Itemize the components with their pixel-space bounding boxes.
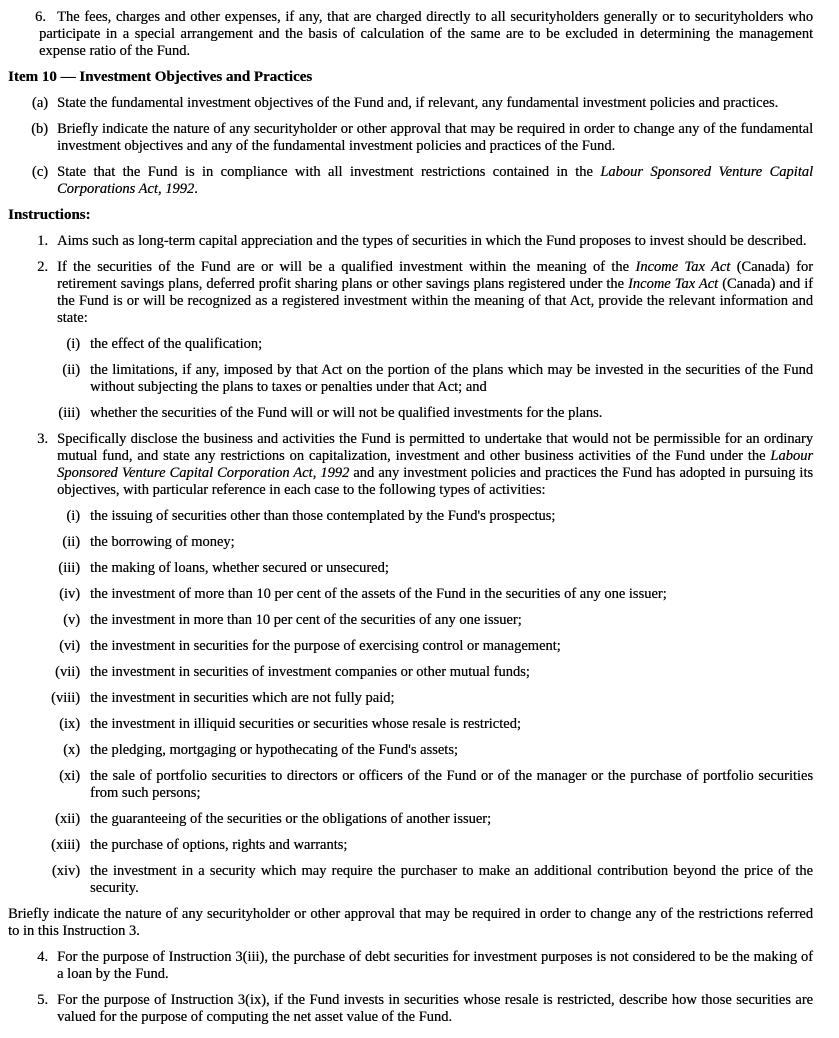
item-text: [80, 863, 813, 897]
item-label: 1.: [37, 233, 48, 249]
item-text: [80, 612, 813, 629]
text-run: the making of loans, whether secured or unsecured;: [90, 560, 389, 576]
instruction-2-iii: [8, 405, 813, 422]
instruction-3-xi: [8, 768, 813, 802]
instruction-3-ix: [8, 716, 813, 733]
item-text: [80, 716, 813, 733]
instruction-3-xiii: [8, 837, 813, 854]
text-run: the purchase of options, rights and warrants;: [90, 837, 348, 853]
item-label: (v): [63, 612, 80, 628]
text-run: For the purpose of Instruction 3(iii), the purchase of debt securities for investment purposes is not considered to be the making of a loan by the Fund.: [57, 949, 813, 982]
text-run: the investment in illiquid securities or securities whose resale is restricted;: [90, 716, 521, 732]
item-label: (xiii): [51, 837, 80, 853]
item-label: (a): [31, 95, 48, 111]
text-run: Instructions:: [8, 207, 91, 223]
item-text: [80, 336, 813, 353]
item-10-heading: [8, 69, 813, 86]
text-run: State that the Fund is in compliance with all investment restrictions contained in the: [57, 164, 601, 180]
item-label: (iii): [58, 560, 80, 576]
item-text: [48, 164, 813, 198]
item-text: [48, 431, 813, 499]
item-10-a: [8, 95, 813, 112]
text-run: the investment of more than 10 per cent of the assets of the Fund in the securities of any one issuer;: [90, 586, 667, 602]
text-run: Aims such as long-term capital appreciation and the types of securities in which the Fund proposes to invest should be described.: [57, 233, 807, 249]
item-text: [80, 405, 813, 422]
instruction-3-v: [8, 612, 813, 629]
italic-act-name: Labour Sponsored Venture Capital Corporation Act, 1992: [57, 448, 813, 481]
item-text: [80, 768, 813, 802]
text-run: and any investment policies and practices the Fund has adopted in pursuing its objectives, with particular reference in each case to the following types of activities:: [57, 465, 813, 498]
item-text: [80, 811, 813, 828]
instruction-3-xii: [8, 811, 813, 828]
item-label: (x): [63, 742, 80, 758]
item-label: (ii): [62, 362, 80, 378]
item-label: (vii): [55, 664, 80, 680]
item-text: [48, 992, 813, 1026]
item-label: (viii): [51, 690, 80, 706]
text-run: Briefly indicate the nature of any securityholder or other approval that may be required in order to change any of the restrictions referred to in this Instruction 3.: [8, 906, 813, 939]
item-text: [80, 690, 813, 707]
italic-act-name: Labour Sponsored Venture Capital Corporations Act, 1992: [57, 164, 814, 197]
text-run: the investment in more than 10 per cent of the securities of any one issuer;: [90, 612, 522, 628]
text-run: .: [194, 181, 198, 197]
item-text: [80, 638, 813, 655]
text-run: Item 10 — Investment Objectives and Practices: [8, 69, 313, 85]
instruction-3-viii: [8, 690, 813, 707]
text-run: For the purpose of Instruction 3(ix), if the Fund invests in securities whose resale is restricted, describe how those securities are valued for the purpose of computing the net asset value of the Fund.: [57, 992, 813, 1025]
item-label: 3.: [37, 431, 48, 447]
text-run: The fees, charges and other expenses, if any, that are charged directly to all securityholders generally or to securityholders who participate in a special arrangement and the basis of calculation of the same are to be excluded in determining the management expense ratio of the Fund.: [39, 9, 813, 59]
item-label: (ix): [59, 716, 80, 732]
item-label: (b): [31, 121, 48, 137]
item-label: (xiv): [51, 863, 80, 879]
text-run: If the securities of the Fund are or will be a qualified investment within the meaning of the: [57, 259, 636, 275]
text-run: the investment in securities which are not fully paid;: [90, 690, 395, 706]
item-text: [48, 949, 813, 983]
instruction-3-iv: [8, 586, 813, 603]
instruction-3-note: [8, 906, 813, 940]
item-label: 6.: [35, 9, 46, 25]
text-run: whether the securities of the Fund will or will not be qualified investments for the plans.: [90, 405, 603, 421]
instruction-3: [8, 431, 813, 499]
instruction-4: [8, 949, 813, 983]
text-run: the investment in securities of investment companies or other mutual funds;: [90, 664, 530, 680]
instruction-3-i: [8, 508, 813, 525]
text-run: the sale of portfolio securities to directors or officers of the Fund or of the manager or the purchase of portfolio securities from such persons;: [90, 768, 813, 801]
text-run: the effect of the qualification;: [90, 336, 263, 352]
text-run: the pledging, mortgaging or hypothecating of the Fund's assets;: [90, 742, 458, 758]
text-run: Specifically disclose the business and activities the Fund is permitted to undertake that would not be permissible for an ordinary mutual fund, and state any restrictions on capitalization, investment and other business activities of the Fund under the: [57, 431, 813, 464]
item-label: (iii): [58, 405, 80, 421]
instruction-3-xiv: [8, 863, 813, 897]
item-label: 2.: [37, 259, 48, 275]
item-label: 5.: [37, 992, 48, 1008]
item-label: (xii): [55, 811, 80, 827]
item-text: [80, 837, 813, 854]
text-run: the borrowing of money;: [90, 534, 235, 550]
text-run: State the fundamental investment objectives of the Fund and, if relevant, any fundamental investment policies and practices.: [57, 95, 779, 111]
instruction-2: [8, 259, 813, 327]
item-label: 4.: [37, 949, 48, 965]
item-label: (iv): [59, 586, 80, 602]
instruction-2-ii: [8, 362, 813, 396]
text-run: the investment in securities for the purpose of exercising control or management;: [90, 638, 561, 654]
item-6: [35, 9, 813, 60]
text-run: the investment in a security which may require the purchaser to make an additional contribution beyond the price of the security.: [90, 863, 813, 896]
item-text: [80, 742, 813, 759]
item-label: (xi): [59, 768, 80, 784]
instruction-1: [8, 233, 813, 250]
text-run: the guaranteeing of the securities or the obligations of another issuer;: [90, 811, 492, 827]
instruction-3-ii: [8, 534, 813, 551]
item-10-c: [8, 164, 813, 198]
item-label: (vi): [59, 638, 80, 654]
instruction-3-vii: [8, 664, 813, 681]
instruction-3-x: [8, 742, 813, 759]
item-text: [80, 362, 813, 396]
item-label: (i): [66, 508, 80, 524]
item-text: [80, 586, 813, 603]
item-text: [48, 121, 813, 155]
item-text: [80, 508, 813, 525]
item-label: (i): [66, 336, 80, 352]
item-text: [80, 534, 813, 551]
text-run: (Canada) and if the Fund is or will be recognized as a registered investment within the meaning of that Act, provide the relevant information and state:: [57, 276, 814, 326]
instruction-2-i: [8, 336, 813, 353]
item-text: [80, 560, 813, 577]
text-run: (Canada) for retirement savings plans, deferred profit sharing plans or other savings plans registered under the: [57, 259, 813, 292]
instruction-3-vi: [8, 638, 813, 655]
item-text: [48, 259, 813, 327]
item-text: [80, 664, 813, 681]
instruction-5: [8, 992, 813, 1026]
instruction-3-iii: [8, 560, 813, 577]
text-run: the issuing of securities other than those contemplated by the Fund's prospectus;: [90, 508, 556, 524]
instructions-heading: [8, 207, 813, 224]
item-label: (ii): [62, 534, 80, 550]
item-10-b: [8, 121, 813, 155]
text-run: the limitations, if any, imposed by that Act on the portion of the plans which may be invested in the securities of the Fund without subjecting the plans to taxes or penalties under that Act; and: [90, 362, 813, 395]
italic-act-name: Income Tax Act: [627, 276, 719, 292]
item-text: [48, 233, 813, 250]
italic-act-name: Income Tax Act: [635, 259, 731, 275]
item-label: (c): [31, 164, 48, 180]
item-text: [48, 95, 813, 112]
text-run: Briefly indicate the nature of any securityholder or other approval that may be required in order to change any of the fundamental investment objectives and any of the fundamental investment policies and practices of the Fund.: [57, 121, 813, 154]
